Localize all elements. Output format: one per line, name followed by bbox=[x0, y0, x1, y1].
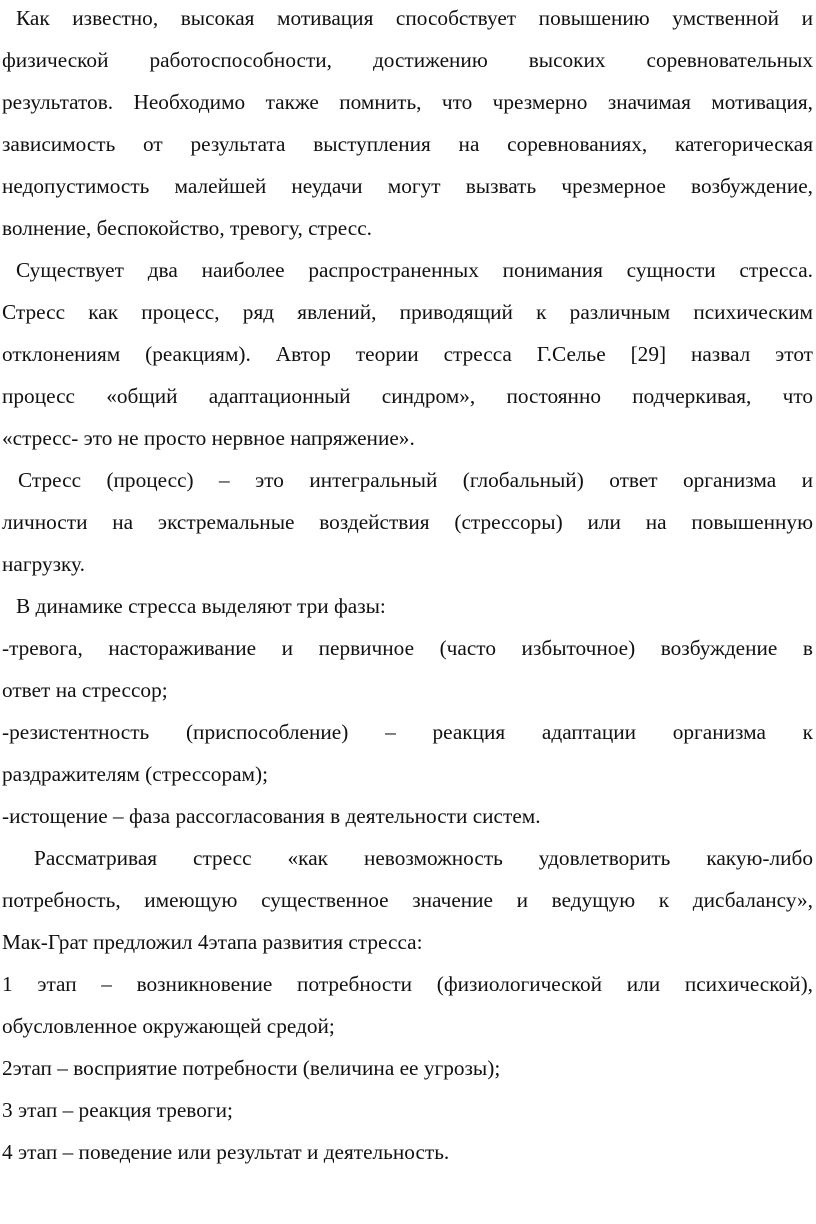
paragraph-1-line-4: зависимость от результата выступления на соревнованиях, категорическая bbox=[2, 132, 813, 156]
paragraph-2-line-5: «стресс- это не просто нервное напряжение». bbox=[2, 426, 415, 450]
paragraph-2-line-2: Стресс как процесс, ряд явлений, приводящий к различным психическим bbox=[2, 300, 813, 324]
phase-2-line-2: раздражителям (стрессорам); bbox=[2, 762, 269, 786]
stage-2-line: 2этап – восприятие потребности (величина ее угрозы); bbox=[2, 1056, 501, 1080]
paragraph-3-line-1: Стресс (процесс) – это интегральный (глобальный) ответ организма и bbox=[18, 468, 813, 492]
paragraph-3-line-3: нагрузку. bbox=[2, 552, 85, 576]
phase-1-line-1: -тревога, настораживание и первичное (часто избыточное) возбуждение в bbox=[2, 636, 813, 660]
paragraph-1-line-1: Как известно, высокая мотивация способствует повышению умственной и bbox=[16, 6, 813, 30]
paragraph-1-line-2: физической работоспособности, достижению высоких соревновательных bbox=[2, 48, 813, 72]
paragraph-2-line-3: отклонениям (реакциям). Автор теории стресса Г.Селье [29] назвал этот bbox=[2, 342, 813, 366]
stage-1-line-2: обусловленное окружающей средой; bbox=[2, 1014, 335, 1038]
paragraph-2-line-1: Существует два наиболее распространенных понимания сущности стресса. bbox=[16, 258, 813, 282]
paragraph-1-line-3: результатов. Необходимо также помнить, что чрезмерно значимая мотивация, bbox=[2, 90, 813, 114]
paragraph-3-line-2: личности на экстремальные воздействия (стрессоры) или на повышенную bbox=[2, 510, 813, 534]
stage-4-line: 4 этап – поведение или результат и деятельность. bbox=[2, 1140, 450, 1164]
paragraph-1-line-6: волнение, беспокойство, тревогу, стресс. bbox=[2, 216, 372, 240]
paragraph-2-line-4: процесс «общий адаптационный синдром», постоянно подчеркивая, что bbox=[2, 384, 813, 408]
paragraph-4-line-1: В динамике стресса выделяют три фазы: bbox=[16, 594, 386, 618]
phase-2-line-1: -резистентность (приспособление) – реакция адаптации организма к bbox=[2, 720, 813, 744]
paragraph-mcgrath-line-1: Рассматривая стресс «как невозможность удовлетворить какую-либо bbox=[34, 846, 813, 870]
phase-1-line-2: ответ на стрессор; bbox=[2, 678, 168, 702]
phase-3-line-1: -истощение – фаза рассогласования в деятельности систем. bbox=[2, 804, 541, 828]
stage-3-line: 3 этап – реакция тревоги; bbox=[2, 1098, 233, 1122]
paragraph-mcgrath-line-2: потребность, имеющую существенное значение и ведущую к дисбалансу», bbox=[2, 888, 813, 912]
paragraph-1-line-5: недопустимость малейшей неудачи могут вызвать чрезмерное возбуждение, bbox=[2, 174, 813, 198]
stage-1-line-1: 1 этап – возникновение потребности (физиологической или психической), bbox=[2, 972, 813, 996]
paragraph-mcgrath-line-3: Мак-Грат предложил 4этапа развития стресса: bbox=[2, 930, 423, 954]
